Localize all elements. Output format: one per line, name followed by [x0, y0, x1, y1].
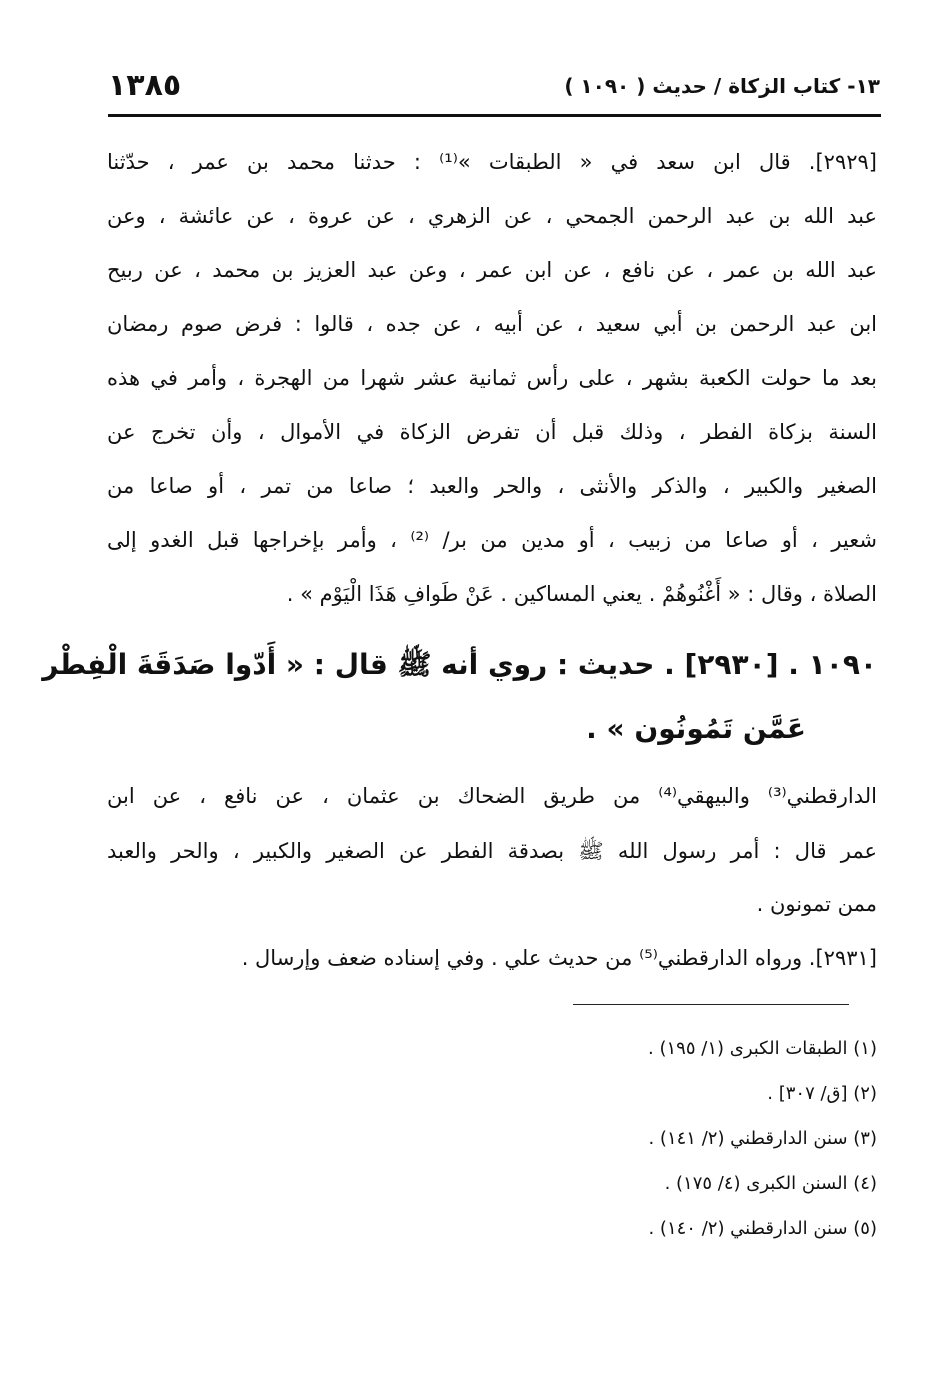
commentary-line: الدارقطني⁽³⁾ والبيهقي⁽⁴⁾ من طريق الضحاك بن عثمان ، عن نافع ، عن ابن	[107, 784, 877, 808]
running-title: ١٣- كتاب الزكاة / حديث ( ١٠٩٠ )	[564, 74, 880, 98]
header-rule	[108, 114, 881, 117]
page-header	[108, 64, 880, 112]
page-number: ١٣٨٥	[108, 68, 182, 103]
body-line: السنة بزكاة الفطر ، وذلك قبل أن تفرض الزكاة في الأموال ، وأن تخرج عن	[107, 420, 877, 444]
footnote: (٤) السنن الكبرى (٤/ ١٧٥) .	[664, 1173, 877, 1194]
commentary-line: عمر قال : أمر رسول الله ﷺ بصدقة الفطر عن الصغير والكبير ، والحر والعبد	[107, 839, 877, 863]
body-line: بعد ما حولت الكعبة بشهر ، على رأس ثمانية عشر شهرا من الهجرة ، وأمر في هذه	[107, 366, 877, 390]
commentary-line: ممن تمونون .	[756, 892, 877, 916]
footnote: (٢) [ق/ ٣٠٧] .	[767, 1083, 877, 1104]
footnote-rule	[573, 1004, 849, 1005]
footnote: (٥) سنن الدارقطني (٢/ ١٤٠) .	[648, 1218, 877, 1239]
body-line: الصغير والكبير ، والذكر والأنثى ، والحر والعبد ؛ صاعا من تمر ، أو صاعا من	[107, 474, 877, 498]
footnote: (١) الطبقات الكبرى (١/ ١٩٥) .	[648, 1038, 877, 1059]
body-line: شعير ، أو صاعا من زبيب ، أو مدين من بر/ ⁽²⁾ ، وأمر بإخراجها قبل الغدو إلى	[107, 528, 877, 552]
footnote: (٣) سنن الدارقطني (٢/ ١٤١) .	[648, 1128, 877, 1149]
commentary-line: [٢٩٣١]. ورواه الدارقطني⁽⁵⁾ من حديث علي . وفي إسناده ضعف وإرسال .	[241, 946, 877, 970]
body-line: [٢٩٢٩]. قال ابن سعد في « الطبقات »⁽¹⁾ : حدثنا محمد بن عمر ، حدّثنا	[107, 150, 877, 174]
hadith-heading: ١٠٩٠ . [٢٩٣٠] . حديث : روي أنه ﷺ قال : « أَدّوا صَدَقَةَ الْفِطْر	[42, 648, 877, 681]
body-line: عبد الله بن عبد الرحمن الجمحي ، عن الزهري ، عن عروة ، عن عائشة ، وعن	[107, 204, 877, 228]
body-line: عبد الله بن عمر ، عن نافع ، عن ابن عمر ، وعن عبد العزيز بن محمد ، عن ربيح	[107, 258, 877, 282]
body-line: ابن عبد الرحمن بن أبي سعيد ، عن أبيه ، عن جده ، قالوا : فرض صوم رمضان	[107, 312, 877, 336]
body-line: الصلاة ، وقال : « أَغْنُوهُمْ . يعني المساكين . عَنْ طَوافِ هَذَا الْيَوْم » .	[286, 582, 877, 606]
hadith-heading: عَمَّن تَمُونُون » .	[586, 712, 806, 745]
